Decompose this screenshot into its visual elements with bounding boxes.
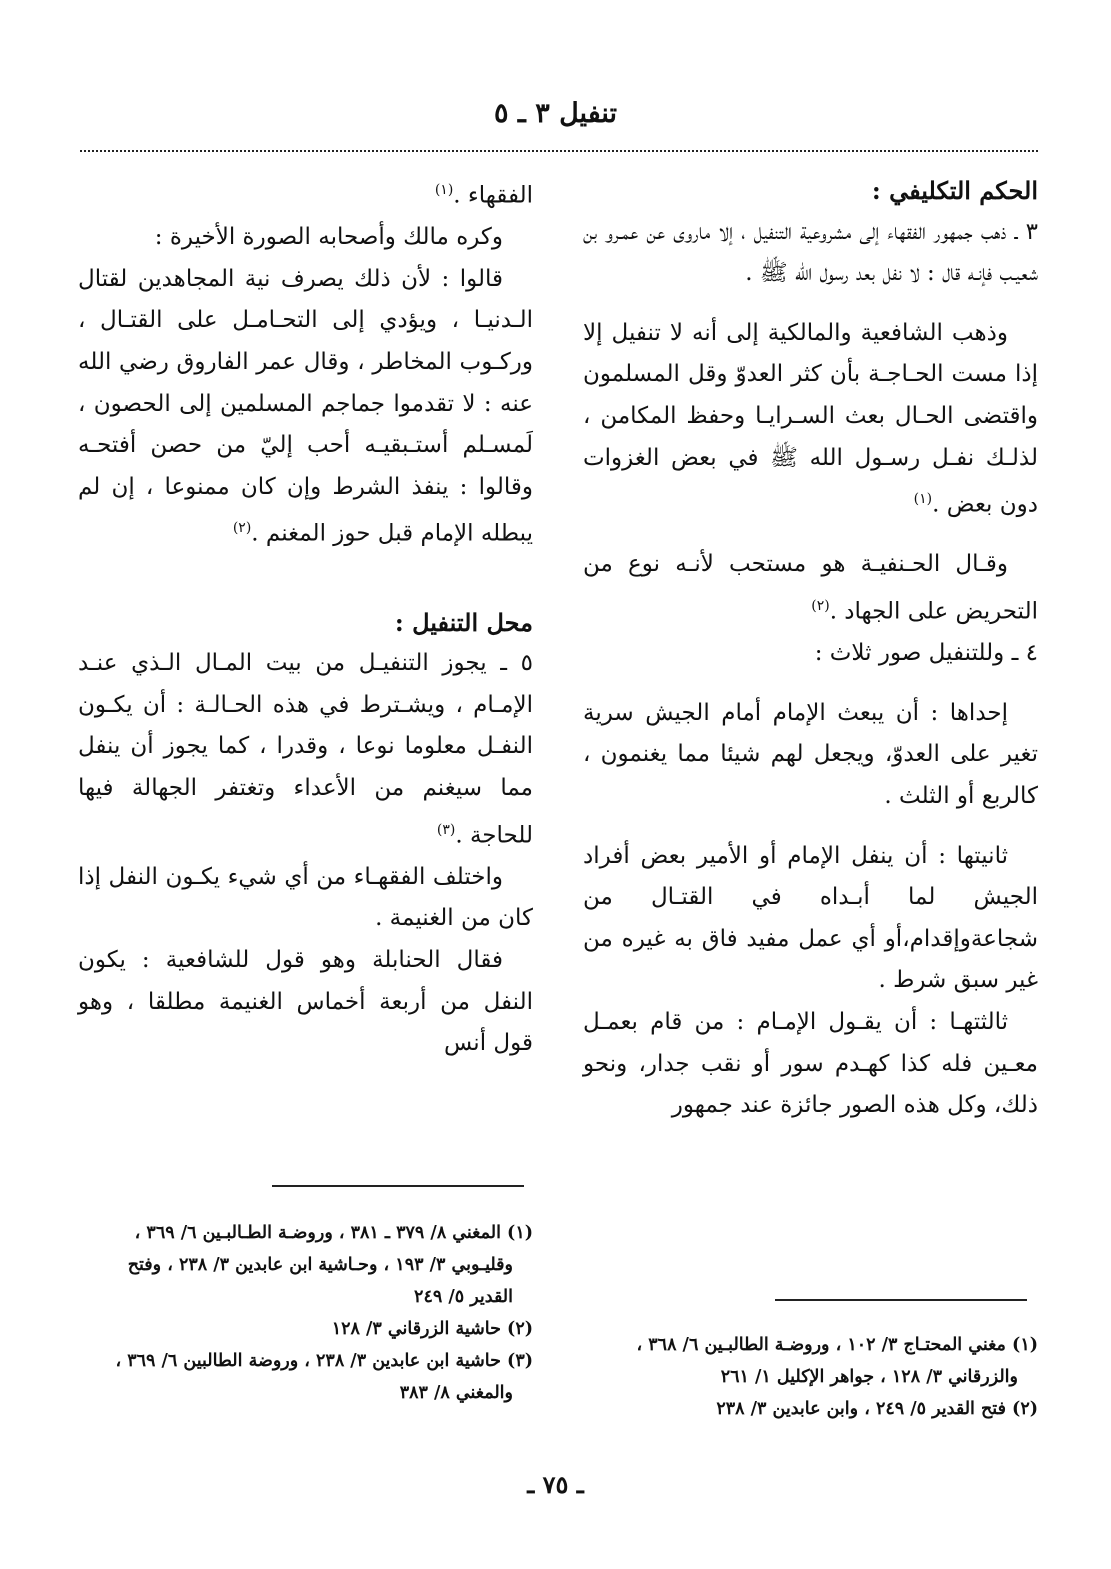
- footnote-line: (١) مغني المحتـاج ٣/ ١٠٢ ، وروضـة الطالبـين ٦/ ٣٦٨ ،: [636, 1335, 1038, 1355]
- heading-ruling: الحكم التكليفي :: [871, 176, 1038, 205]
- footnote-line: (٢) فتح القدير ٥/ ٢٤٩ ، وابن عابدين ٣/ ٢٣٨: [716, 1399, 1038, 1419]
- footnote-line: القدير ٥/ ٢٤٩: [414, 1287, 513, 1307]
- footnote-line: (٣) حاشية ابن عابدين ٣/ ٢٣٨ ، وروضة الطالبين ٦/ ٣٦٩ ،: [115, 1351, 533, 1371]
- form-three: ثالثتهـا : أن يقـول الإمـام : من قام بعمـل معـين فله كذا كهـدم سور أو نقب جدار، ونحو ذلك، وكل هذه الصور جائزة عند جمهور: [583, 1009, 1038, 1119]
- form-two: ثانيتها : أن ينفل الإمام أو الأمير بعض أفراد الجيش لما أبـداه في القتـال من شجاعةوإقدام،أو أي عمل مفيد فاق به غيره من غير سبق شرط .: [583, 842, 1038, 994]
- footnotes-right: [578, 1330, 1038, 1426]
- right-column: [583, 170, 1038, 1127]
- paragraph-ikhtilaf: واختلف الفقهـاء من أي شيء يكـون النفل إذا كان من الغنيمة .: [78, 863, 533, 932]
- footnote-rule-left: [272, 1185, 524, 1187]
- page-number: ـ ٧٥ ـ: [527, 1470, 584, 1499]
- paragraph-3: ٣ ـ ذهب جمهور الفقهاء إلى مشروعية التنفيل ، إلا ماروى عن عمـرو بن شعيـب فإنـه قال : لا نفل بعد رسول الله ﷺ .: [583, 218, 1038, 287]
- paragraph-4: ٤ ـ وللتنفيل صور ثلاث :: [814, 640, 1038, 667]
- paragraph-shafii: [583, 313, 1038, 527]
- malik-heading: وكره مالك وأصحابه الصورة الأخيرة :: [154, 224, 503, 251]
- malik-paragraph-text: قالوا : لأن ذلك يصرف نية المجاهدين لقتال الـدنيـا ، ويؤدي إلى التحـامـل على القتـال ، وركـوب المخاطر ، وقال عمر الفاروق رضي الله عنه : لا تقدموا جماجم المسلمين إلى الحصون ، لَمسـلم أستـبقيـه أحب إليّ من حصن أفتحـه وقالوا : ينفذ الشرط وإن كان ممنوعا ، إن لم يبطله الإمام قبل حوز المغنم .: [78, 265, 533, 548]
- footnote-ref: (١): [913, 491, 933, 508]
- paragraph-hanafi-text: وقـال الحـنفيـة هو مستحب لأنـه نوع من التحريض على الجهاد .: [583, 551, 1038, 625]
- heading-place: محل التنفيل :: [394, 607, 533, 637]
- continued-text-body: الفقهاء .: [453, 182, 533, 209]
- left-column: [78, 170, 533, 1065]
- paragraph-5-text: ٥ ـ يجوز التنفيـل من بيت المـال الـذي عنـد الإمـام ، ويشـترط في هذه الحـالـة : أن يكـون النفـل معلوما نوعا ، وقدرا ، كما يجوز أن ينفل مما سيغنم من الأعداء وتغتفر الجهالة فيها للحاجة .: [78, 650, 533, 849]
- footnote-rule-right: [775, 1299, 1027, 1301]
- running-header: تنفيل ٣ ـ ٥: [493, 98, 618, 129]
- paragraph-shafii-text: وذهب الشافعية والمالكية إلى أنه لا تنفيل إلا إذا مست الحـاجـة بأن كثر العدوّ وقل المسلمون واقتضى الحـال بعث السـرايـا وحفظ المكامن ، لذلـك نفـل رسـول الله ﷺ في بعض الغزوات دون بعض .: [583, 319, 1038, 518]
- footnote-line: (١) المغني ٨/ ٣٧٩ ـ ٣٨١ ، وروضـة الطـالبـين ٦/ ٣٦٩ ،: [134, 1223, 533, 1243]
- footnote-ref: (٢): [232, 520, 252, 537]
- footnote-line: (٢) حاشية الزرقاني ٣/ ١٢٨: [331, 1319, 533, 1339]
- footnote-ref: (٢): [811, 598, 830, 614]
- footnote-ref: (١): [434, 182, 454, 198]
- paragraph-5: [78, 643, 533, 857]
- footnote-ref: (٣): [436, 821, 456, 838]
- malik-paragraph: [78, 259, 533, 556]
- footnote-line: والزرقاني ٣/ ١٢٨ ، جواهر الإكليل ١/ ٢٦١: [720, 1367, 1018, 1387]
- paragraph-hanabila: فقال الحنابلة وهو قول للشافعية : يكون النفل من أربعة أخماس الغنيمة مطلقا ، وهو قول أنس: [78, 947, 533, 1057]
- header-dotted-rule: [80, 150, 1038, 152]
- form-one: إحداها : أن يبعث الإمام أمام الجيش سرية تغير على العدوّ، ويجعل لهم شيئا مما يغنمون ، كالربع أو الثلث .: [583, 699, 1038, 810]
- paragraph-hanafi: [583, 544, 1038, 633]
- footnotes-left: [73, 1218, 533, 1410]
- footnote-line: والمغني ٨/ ٣٨٣: [399, 1383, 513, 1403]
- continued-text: [78, 170, 533, 217]
- footnote-line: وقليـوبي ٣/ ١٩٣ ، وحـاشية ابن عابدين ٣/ ٢٣٨ ، وفتح: [127, 1255, 513, 1275]
